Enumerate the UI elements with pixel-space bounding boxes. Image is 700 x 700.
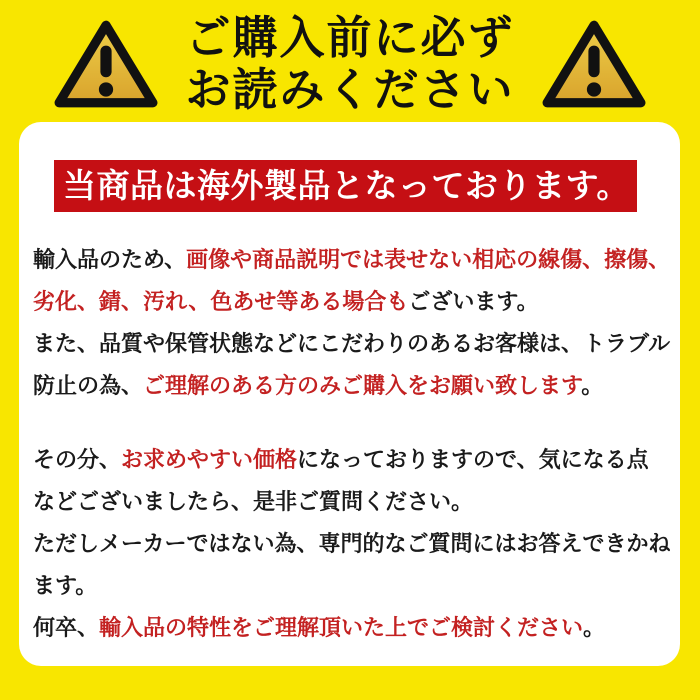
body-text: また、品質や保管状態などにこだわりのあるお客様は、トラブル	[33, 332, 671, 357]
paragraph	[33, 440, 670, 650]
text-line	[33, 482, 670, 524]
page-title	[185, 12, 514, 116]
page-title-line1: ご購入前に必ず	[185, 11, 515, 64]
page-title-line2: お読みください	[185, 63, 515, 116]
emphasis-text: 劣化、錆、汚れ、色あせ等ある場合も	[33, 290, 409, 315]
text-line	[33, 566, 670, 608]
text-line	[33, 240, 670, 282]
paragraph	[33, 240, 670, 408]
overseas-product-banner: 当商品は海外製品となっております。	[54, 160, 637, 212]
text-line	[33, 324, 670, 366]
body-text: その分、	[33, 448, 122, 473]
emphasis-text: 画像や商品説明では表せない相応の線傷、擦傷、	[186, 248, 671, 273]
disclaimer-body	[33, 240, 670, 650]
text-line	[33, 608, 670, 650]
body-text: ございます。	[408, 290, 539, 315]
emphasis-text: お求めやすい価格	[121, 448, 298, 473]
warning-triangle-icon	[53, 17, 159, 111]
notice-panel	[19, 122, 680, 666]
text-line	[33, 440, 670, 482]
warning-header	[0, 0, 700, 122]
body-text: などございましたら、是非ご質問ください。	[33, 490, 474, 515]
text-line	[33, 282, 670, 324]
emphasis-text: 輸入品の特性をご理解頂いた上でご検討ください	[99, 616, 584, 641]
body-text: ます。	[33, 574, 98, 599]
emphasis-text: ご理解のある方のみご購入をお願い致します	[143, 374, 582, 399]
warning-triangle-icon	[541, 17, 647, 111]
text-line	[33, 524, 670, 566]
body-text: 何卒、	[33, 616, 100, 641]
body-text: 。	[583, 616, 606, 641]
text-line	[33, 366, 670, 408]
body-text: 防止の為、	[33, 374, 144, 399]
body-text: になっておりますので、気になる点	[297, 448, 649, 473]
body-text: 。	[581, 374, 604, 399]
body-text: 輸入品のため、	[33, 248, 187, 273]
body-text: ただしメーカーではない為、専門的なご質問にはお答えできかね	[33, 532, 671, 557]
